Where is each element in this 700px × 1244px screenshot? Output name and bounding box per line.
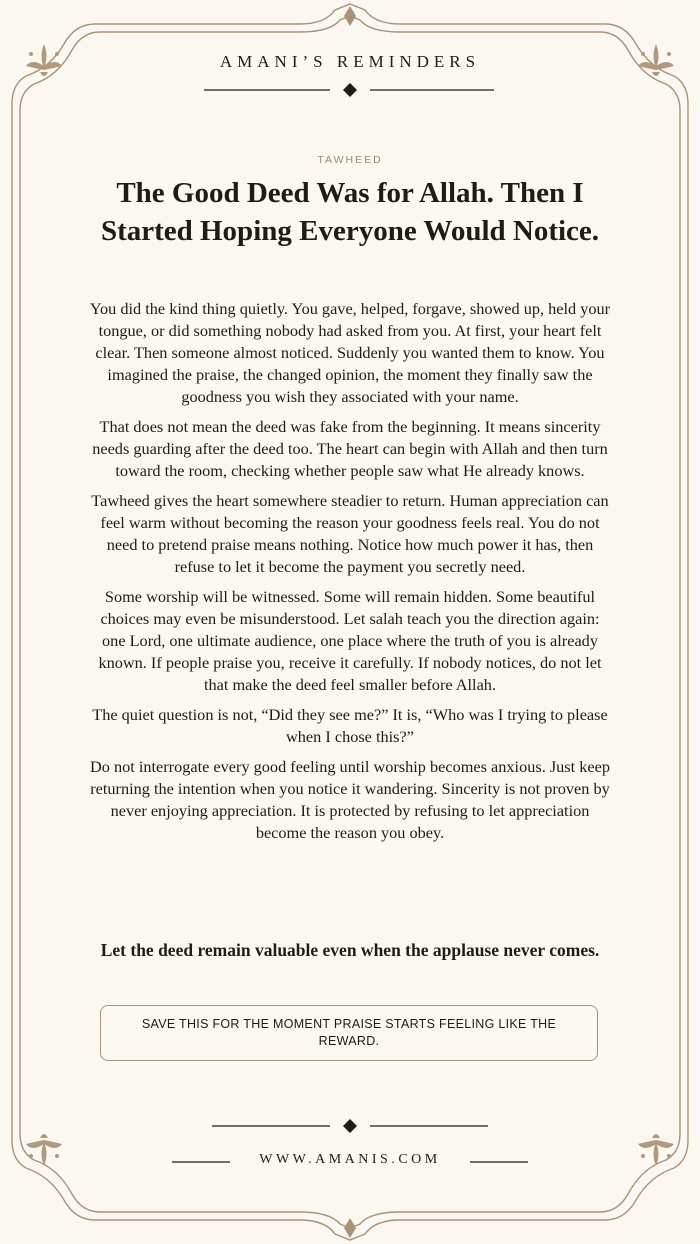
category-label: TAWHEED [317, 154, 383, 166]
save-reminder-text: SAVE THIS FOR THE MOMENT PRAISE STARTS FEELING LIKE THE REWARD. [141, 1017, 557, 1048]
header-divider [204, 83, 494, 97]
closing-statement: Let the deed remain valuable even when the applause never comes. [100, 940, 600, 960]
brand-name: AMANI’S REMINDERS [219, 52, 481, 71]
paragraph: Tawheed gives the heart somewhere steadier to return. Human appreciation can feel warm without becoming the reason your goodness feels real. You do not need to pretend praise means nothing. Notice how much power it has, then refuse to let it become the payment you secretly need. [91, 491, 609, 576]
paragraph: The quiet question is not, “Did they see me?” It is, “Who was I trying to please when I chose this?” [92, 705, 608, 746]
paragraph: Some worship will be witnessed. Some will remain hidden. Some beautiful choices may even be misunderstood. Let salah teach you the direction again: one Lord, one ultimate audience, one place where the truth of you is already known. If people praise you, receive it carefully. If nobody notices, do not let that make the deed feel smaller before Allah. [98, 587, 602, 694]
article-title: The Good Deed Was for Allah. Then I Started Hoping Everyone Would Notice. [100, 177, 600, 247]
website-url[interactable]: WWW.AMANIS.COM [259, 1152, 441, 1167]
diamond-divider-icon [343, 83, 357, 97]
article-body [88, 298, 612, 852]
paragraph: That does not mean the deed was fake from the beginning. It means sincerity needs guarding after the deed too. The heart can begin with Allah and then turn toward the room, checking whether people saw what He already knows. [92, 417, 608, 480]
save-reminder-box [100, 1005, 598, 1061]
paragraph: You did the kind thing quietly. You gave, helped, forgave, showed up, held your tongue, or did something nobody had asked from you. At first, your heart felt clear. Then someone almost noticed. Suddenly you wanted them to know. You imagined the praise, the changed opinion, the moment they finally saw the goodness you wish they associated with your name. [89, 299, 611, 406]
diamond-divider-icon [343, 1119, 357, 1133]
paragraph: Do not interrogate every good feeling until worship becomes anxious. Just keep returning the intention when you notice it wandering. Sincerity is not proven by never enjoying appreciation. It is protected by refusing to let appreciation become the reason you obey. [90, 757, 610, 842]
